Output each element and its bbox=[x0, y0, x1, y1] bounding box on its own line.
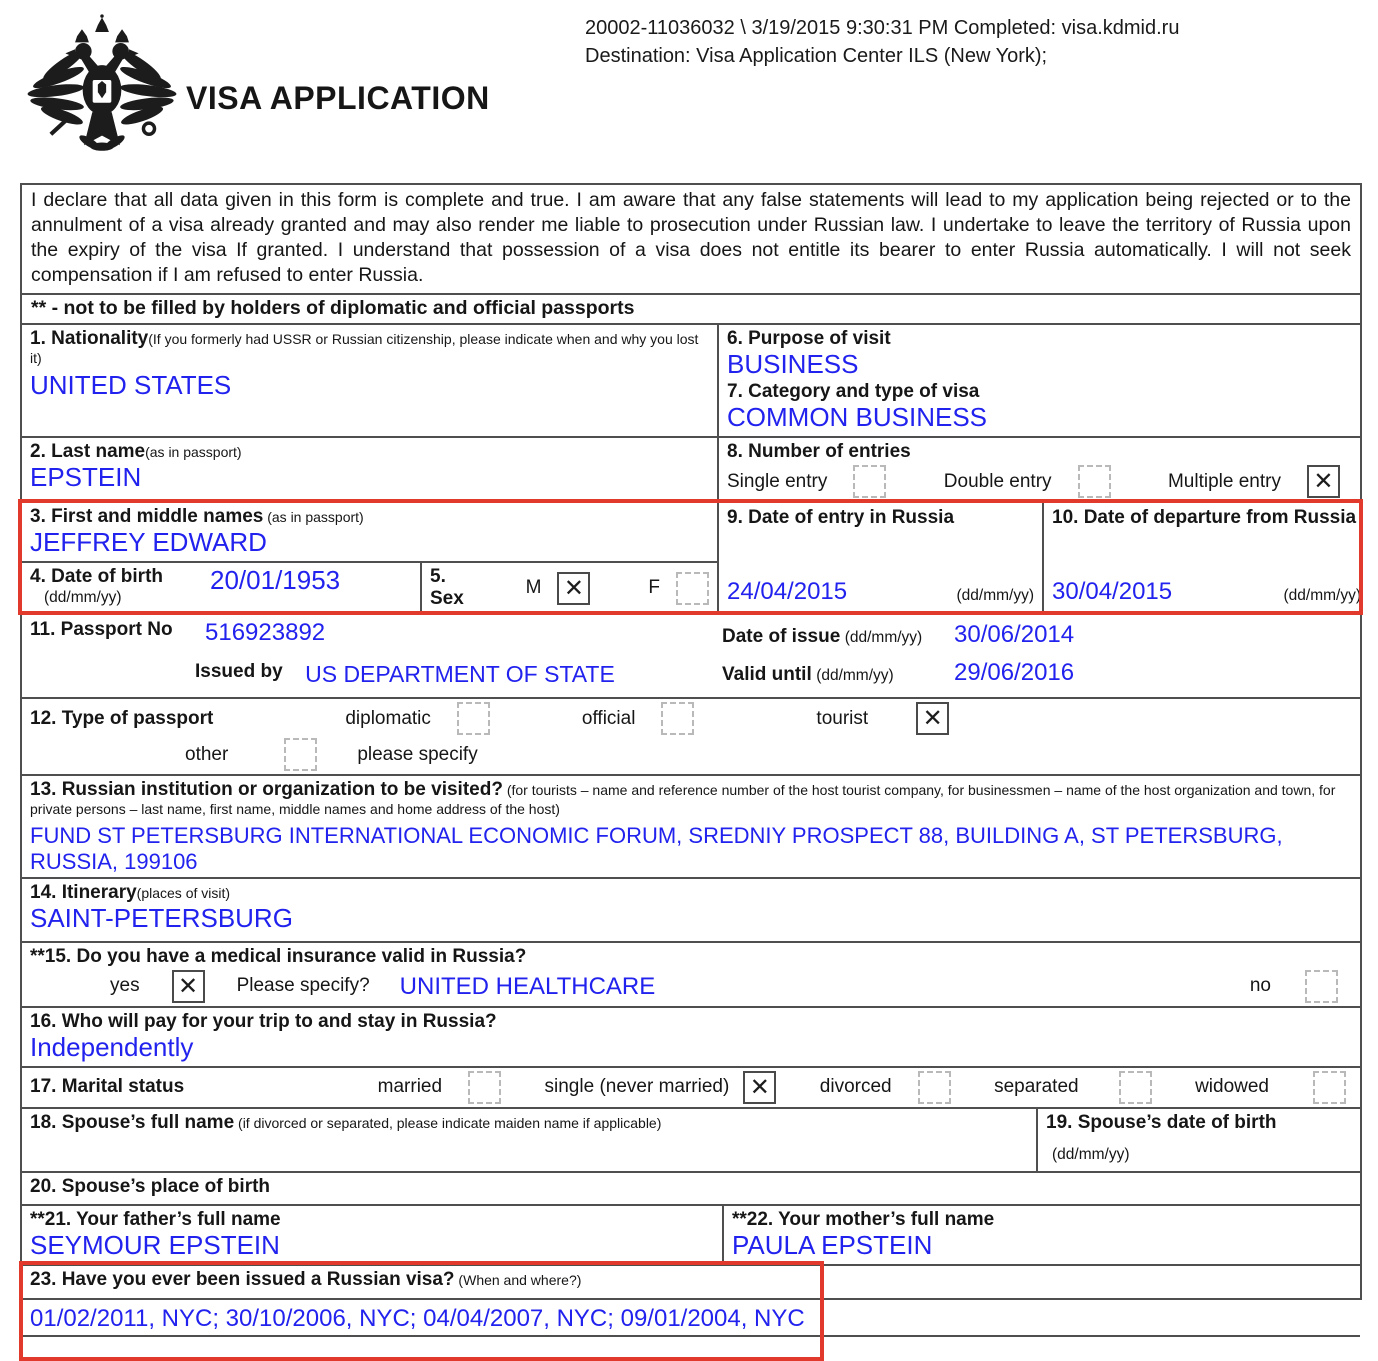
mother-value: PAULA EPSTEIN bbox=[732, 1229, 933, 1260]
spouse-name-hint: (if divorced or separated, please indicate maiden name if applicable) bbox=[234, 1114, 662, 1131]
field-sex bbox=[422, 563, 717, 613]
marital-separated-checkbox bbox=[1119, 1071, 1152, 1104]
valid-until-label: Valid until bbox=[722, 663, 812, 685]
multiple-entry-label: Multiple entry bbox=[1167, 470, 1281, 492]
purpose-label: 6. Purpose of visit bbox=[727, 327, 891, 349]
type-tourist-checkbox: ✕ bbox=[916, 702, 949, 735]
field-father-name bbox=[22, 1206, 724, 1264]
type-diplomatic-label: diplomatic bbox=[345, 707, 431, 729]
field-purpose-category bbox=[719, 325, 1360, 437]
passport-no-label: 11. Passport No bbox=[30, 619, 173, 641]
row-spouse-pob bbox=[22, 1173, 1360, 1206]
field-date-of-birth bbox=[22, 563, 422, 613]
sex-label: 5. Sex bbox=[430, 566, 464, 610]
marital-widowed-checkbox bbox=[1313, 1071, 1346, 1104]
field-last-name bbox=[22, 438, 719, 501]
issued-by-value: US DEPARTMENT OF STATE bbox=[305, 660, 615, 687]
first-names-label: 3. First and middle names bbox=[30, 506, 264, 528]
entry-date-format-hint: (dd/mm/yy) bbox=[956, 587, 1034, 605]
institution-label: 13. Russian institution or organization to be visited? bbox=[30, 779, 503, 801]
row-payer bbox=[22, 1008, 1360, 1068]
row-institution bbox=[22, 776, 1360, 879]
insurance-yes-checkbox: ✕ bbox=[172, 970, 205, 1003]
itinerary-hint: (places of visit) bbox=[136, 884, 231, 901]
spouse-name-label: 18. Spouse’s full name bbox=[30, 1111, 235, 1133]
sex-female-checkbox bbox=[676, 572, 709, 605]
row-spouse bbox=[22, 1109, 1360, 1173]
departure-date-label: 10. Date of departure from Russia bbox=[1052, 507, 1357, 529]
departure-date-format-hint: (dd/mm/yy) bbox=[1283, 587, 1361, 605]
departure-date-value: 30/04/2015 bbox=[1052, 577, 1173, 605]
type-other-label: other bbox=[185, 743, 229, 765]
payer-value: Independently bbox=[30, 1031, 194, 1062]
field-nationality bbox=[22, 325, 719, 437]
dob-value: 20/01/1953 bbox=[210, 565, 341, 596]
mother-label: **22. Your mother’s full name bbox=[732, 1208, 995, 1230]
entry-date-label: 9. Date of entry in Russia bbox=[727, 507, 955, 529]
row-itinerary bbox=[22, 879, 1360, 943]
type-official-checkbox bbox=[661, 702, 694, 735]
spouse-pob-label: 20. Spouse’s place of birth bbox=[30, 1175, 271, 1197]
row-nationality-purpose bbox=[22, 325, 1360, 439]
prev-visa-hint: (When and where?) bbox=[454, 1271, 582, 1288]
double-entry-checkbox bbox=[1078, 465, 1111, 498]
field-valid-until bbox=[722, 659, 1074, 687]
last-name-value: EPSTEIN bbox=[30, 462, 142, 493]
sex-male-label: M bbox=[525, 577, 542, 599]
marital-widowed-label: widowed bbox=[1195, 1076, 1269, 1098]
prev-visa-value: 01/02/2011, NYC; 30/10/2006, NYC; 04/04/2007, NYC; 09/01/2004, NYC bbox=[30, 1304, 805, 1332]
field-date-of-issue bbox=[722, 621, 1074, 649]
field-date-of-departure bbox=[1044, 503, 1369, 613]
first-names-value: JEFFREY EDWARD bbox=[30, 527, 267, 558]
last-name-label: 2. Last name bbox=[30, 441, 146, 463]
single-entry-label: Single entry bbox=[727, 470, 828, 492]
type-official-label: official bbox=[581, 707, 636, 729]
row-previous-visa bbox=[22, 1266, 1360, 1338]
meta-reference-line: 20002-11036032 \ 3/19/2015 9:30:31 PM Completed: visa.kdmid.ru bbox=[585, 17, 1180, 39]
row-passport-type bbox=[22, 699, 1360, 776]
row-insurance bbox=[22, 943, 1360, 1008]
insurance-value: UNITED HEALTHCARE bbox=[399, 972, 656, 1000]
diplomatic-note: ** - not to be filled by holders of diplomatic and official passports bbox=[22, 295, 1360, 325]
nationality-value: UNITED STATES bbox=[30, 369, 232, 400]
application-table bbox=[20, 183, 1362, 1332]
dob-format-hint: (dd/mm/yy) bbox=[44, 589, 122, 607]
row-names-dates bbox=[22, 503, 1360, 615]
type-tourist-label: tourist bbox=[816, 707, 869, 729]
category-value: COMMON BUSINESS bbox=[727, 402, 988, 433]
marital-divorced-checkbox bbox=[918, 1071, 951, 1104]
date-of-issue-label: Date of issue bbox=[722, 626, 841, 648]
russia-coat-of-arms-icon bbox=[26, 6, 178, 174]
marital-label: 17. Marital status bbox=[30, 1076, 185, 1098]
field-spouse-dob bbox=[1038, 1109, 1360, 1171]
row-lastname-entries bbox=[22, 438, 1360, 503]
marital-single-checkbox: ✕ bbox=[743, 1071, 776, 1104]
row-parents bbox=[22, 1206, 1360, 1266]
form-header bbox=[0, 0, 1378, 183]
sex-female-label: F bbox=[648, 577, 660, 599]
insurance-yes-label: yes bbox=[110, 975, 140, 997]
valid-until-hint: (dd/mm/yy) bbox=[816, 666, 894, 684]
issued-by-label: Issued by bbox=[195, 660, 283, 682]
institution-hint: (for tourists – name and reference number of the host tourist company, for businessmen – name of the host organization and town, for private persons – last name, first name, middle names and home address of the host) bbox=[30, 782, 1336, 818]
last-name-hint: (as in passport) bbox=[145, 444, 242, 461]
nationality-hint: (If you formerly had USSR or Russian citizenship, please indicate when and why you lost it) bbox=[30, 330, 699, 366]
passport-no-value: 516923892 bbox=[205, 619, 326, 647]
dob-label: 4. Date of birth bbox=[30, 566, 164, 588]
insurance-no-checkbox bbox=[1305, 970, 1338, 1003]
declaration-text: I declare that all data given in this form is complete and true. I am aware that any false statements will lead to my application being rejected or to the annulment of a visa already granted and may also render me liable to prosecution under Russian law. I undertake to leave the territory of Russia upon the expiry of the visa If granted. I understand that possession of a visa does not entitle its bearer to enter Russia automatically. I will not seek compensation if I am refused to enter Russia. bbox=[22, 185, 1360, 295]
please-specify-label: please specify bbox=[357, 743, 478, 765]
meta-destination-line: Destination: Visa Application Center ILS (New York); bbox=[585, 45, 1048, 68]
marital-separated-label: separated bbox=[994, 1076, 1079, 1098]
field-spouse-name bbox=[22, 1109, 1038, 1171]
double-entry-label: Double entry bbox=[943, 470, 1052, 492]
first-names-hint: (as in passport) bbox=[263, 509, 364, 526]
entry-date-value: 24/04/2015 bbox=[727, 577, 848, 605]
row-passport bbox=[22, 615, 1360, 699]
field-date-of-entry bbox=[719, 503, 1044, 613]
purpose-value: BUSINESS bbox=[727, 348, 859, 379]
valid-until-value: 29/06/2016 bbox=[954, 658, 1075, 686]
field-mother-name bbox=[724, 1206, 1360, 1264]
page-title: VISA APPLICATION bbox=[186, 80, 490, 116]
marital-single-label: single (never married) bbox=[544, 1076, 730, 1098]
category-label: 7. Category and type of visa bbox=[727, 381, 980, 403]
row-marital-status bbox=[22, 1068, 1360, 1109]
insurance-label: **15. Do you have a medical insurance valid in Russia? bbox=[30, 945, 527, 967]
father-value: SEYMOUR EPSTEIN bbox=[30, 1229, 280, 1260]
itinerary-value: SAINT-PETERSBURG bbox=[30, 902, 293, 933]
multiple-entry-checkbox: ✕ bbox=[1307, 465, 1340, 498]
sex-male-checkbox: ✕ bbox=[557, 572, 590, 605]
nationality-label: 1. Nationality bbox=[30, 327, 149, 349]
marital-married-checkbox bbox=[468, 1071, 501, 1104]
payer-label: 16. Who will pay for your trip to and stay in Russia? bbox=[30, 1010, 497, 1032]
insurance-specify-label: Please specify? bbox=[236, 975, 370, 997]
field-number-of-entries bbox=[719, 438, 1360, 501]
institution-value: FUND ST PETERSBURG INTERNATIONAL ECONOMIC FORUM, SREDNIY PROSPECT 88, BUILDING A, ST PETERSBURG, RUSSIA, 199106 bbox=[30, 823, 1283, 874]
passport-type-label: 12. Type of passport bbox=[30, 707, 214, 729]
date-of-issue-hint: (dd/mm/yy) bbox=[844, 629, 923, 647]
date-of-issue-value: 30/06/2014 bbox=[954, 621, 1075, 649]
insurance-no-label: no bbox=[1249, 975, 1271, 997]
spouse-dob-label: 19. Spouse’s date of birth bbox=[1046, 1111, 1277, 1133]
entries-label: 8. Number of entries bbox=[727, 441, 911, 463]
field-first-names bbox=[22, 503, 717, 563]
itinerary-label: 14. Itinerary bbox=[30, 881, 137, 903]
single-entry-checkbox bbox=[853, 465, 886, 498]
father-label: **21. Your father’s full name bbox=[30, 1208, 281, 1230]
header-meta bbox=[585, 14, 1179, 71]
marital-divorced-label: divorced bbox=[819, 1076, 892, 1098]
type-diplomatic-checkbox bbox=[457, 702, 490, 735]
marital-married-label: married bbox=[377, 1076, 443, 1098]
field-passport-no bbox=[30, 619, 1352, 647]
spouse-dob-hint: (dd/mm/yy) bbox=[1052, 1145, 1130, 1163]
prev-visa-label: 23. Have you ever been issued a Russian visa? bbox=[30, 1268, 455, 1290]
type-other-checkbox bbox=[284, 738, 317, 771]
